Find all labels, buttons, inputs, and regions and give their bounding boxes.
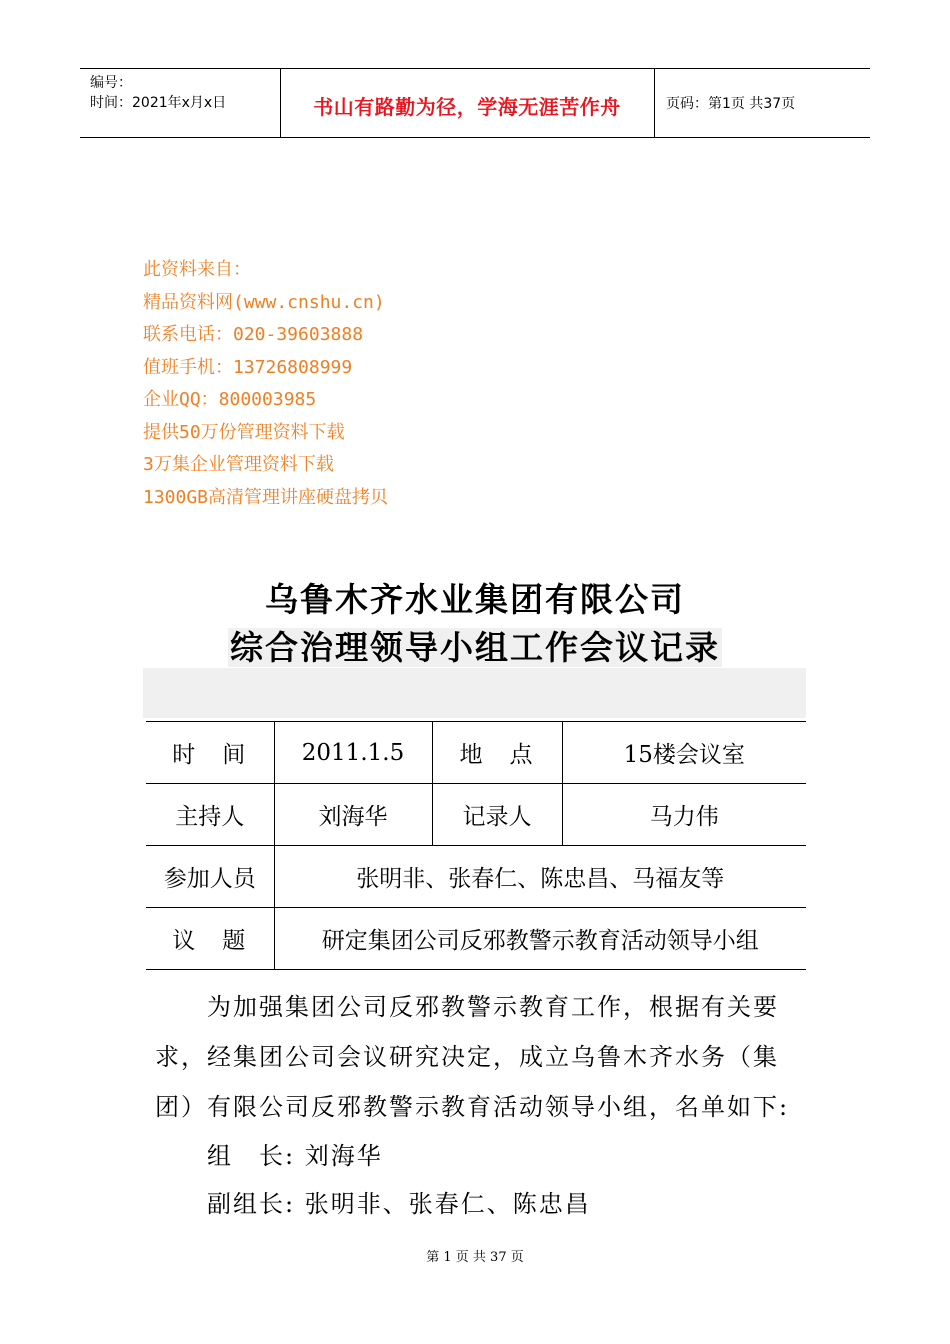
time-label: 时 间: [146, 722, 274, 784]
source-phone-line: 联系电话：020-39603888: [143, 324, 364, 345]
table-row: [146, 784, 806, 846]
document-title-line2: [0, 622, 950, 669]
source-line: 1300GB高清管理讲座硬盘拷贝: [143, 486, 389, 508]
header-meta: [90, 73, 226, 113]
place-label: 地 点: [432, 722, 562, 784]
attendees-label: 参加人员: [146, 846, 274, 908]
source-line: 提供50万份管理资料下载: [143, 421, 345, 443]
source-info-block: [143, 254, 388, 514]
source-qq-line: 企业QQ：800003985: [143, 389, 317, 410]
recorder-label: 记录人: [432, 784, 562, 846]
document-header: [80, 68, 870, 138]
source-line: 此资料来自：: [143, 259, 251, 280]
time-value: 2011.1.5: [274, 722, 432, 784]
meeting-info-table: [146, 721, 806, 970]
body-paragraph: 为加强集团公司反邪教警示教育工作，根据有关要求，经集团公司会议研究决定，成立乌鲁木齐水务（集团）有限公司反邪教警示教育活动领导小组，名单如下:: [155, 993, 790, 1121]
header-motto: 书山有路勤为径，学海无涯苦作舟: [313, 95, 621, 119]
title-shading: [143, 668, 806, 718]
recorder-value: 马力伟: [562, 784, 806, 846]
place-value: 15楼会议室: [562, 722, 806, 784]
header-divider: [654, 69, 655, 137]
page-footer: 第 1 页 共 37 页: [426, 1250, 524, 1265]
table-row: [146, 908, 806, 970]
document-number-label: 编号：: [90, 75, 132, 91]
table-row: [146, 722, 806, 784]
header-page-number: 页码：第1页 共37页: [666, 96, 796, 112]
table-row: [146, 846, 806, 908]
topic-value: 研定集团公司反邪教警示教育活动领导小组: [274, 908, 806, 970]
document-title-line1: 乌鲁木齐水业集团有限公司: [265, 580, 685, 619]
group-leader-line: 组 长: 刘海华: [207, 1142, 383, 1170]
topic-label: 议 题: [146, 908, 274, 970]
document-date: 时间：2021年x月x日: [90, 95, 227, 111]
source-line: 3万集企业管理资料下载: [143, 454, 334, 475]
source-website-line: 精品资料网(www.cnshu.cn): [143, 291, 385, 313]
host-value: 刘海华: [274, 784, 432, 846]
source-mobile-line: 值班手机：13726808999: [143, 356, 353, 378]
document-title-line2-text: 综合治理领导小组工作会议记录: [230, 628, 720, 667]
attendees-value: 张明非、张春仁、陈忠昌、马福友等: [274, 846, 806, 908]
deputy-leader-line: 副组长: 张明非、张春仁、陈忠昌: [207, 1190, 591, 1218]
host-label: 主持人: [146, 784, 274, 846]
